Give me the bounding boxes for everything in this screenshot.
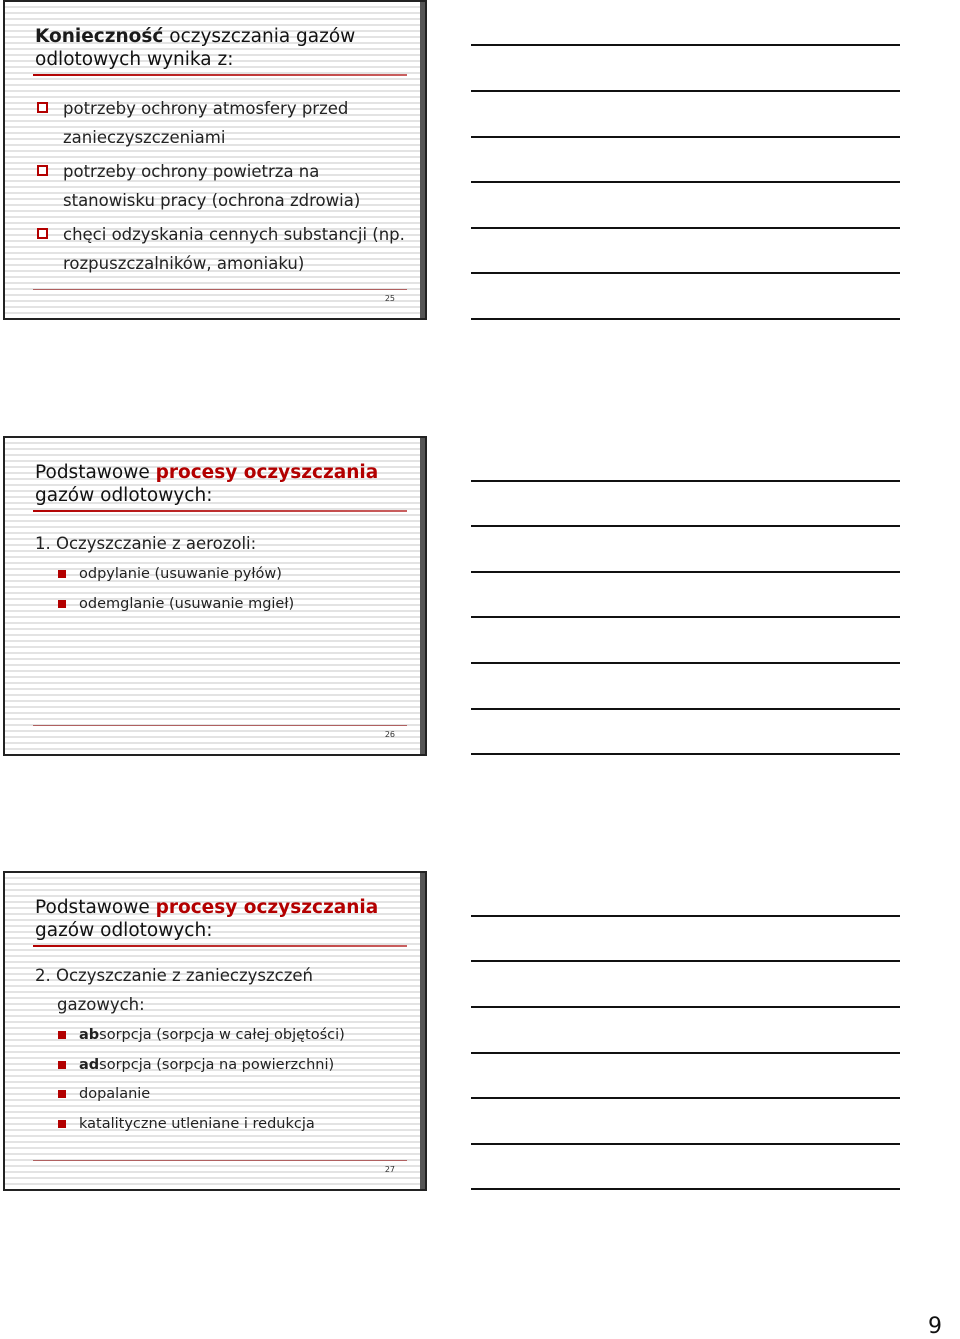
slide-number: 25 — [384, 294, 395, 303]
square-bullet-icon — [58, 1031, 66, 1039]
notes-line — [471, 1097, 900, 1099]
list-item: absorpcja (sorpcja w całej objętości) — [57, 1021, 345, 1051]
list-item: potrzeby ochrony powietrza na stanowisku pracy (ochrona zdrowia) — [35, 157, 410, 215]
notes-line — [471, 662, 900, 664]
slide-title: Podstawowe procesy oczyszczania gazów odlotowych: — [35, 462, 379, 506]
notes-line — [471, 525, 900, 527]
title-bold: Konieczność — [35, 26, 164, 47]
slide-title — [35, 25, 405, 71]
list-item: adsorpcja (sorpcja na powierzchni) — [57, 1051, 345, 1081]
footer-divider — [33, 289, 407, 290]
section-heading-continued: gazowych: — [57, 995, 145, 1014]
notes-line — [471, 708, 900, 710]
notes-line — [471, 136, 900, 138]
slide-27 — [3, 871, 427, 1191]
notes-line — [471, 753, 900, 755]
square-bullet-icon — [58, 1120, 66, 1128]
notes-line — [471, 44, 900, 46]
bullet-list — [57, 1021, 345, 1139]
list-item: dopalanie — [57, 1080, 345, 1110]
notes-line — [471, 181, 900, 183]
notes-line — [471, 1188, 900, 1190]
notes-line — [471, 1006, 900, 1008]
square-bullet-icon — [58, 600, 66, 608]
notes-line — [471, 616, 900, 618]
square-bullet-icon — [58, 1090, 66, 1098]
list-item: katalityczne utleniane i redukcja — [57, 1110, 345, 1140]
section-heading: 2. Oczyszczanie z zanieczyszczeń — [35, 966, 313, 985]
notes-line — [471, 960, 900, 962]
notes-line — [471, 1052, 900, 1054]
slide-number: 26 — [384, 730, 395, 739]
slide-title: Podstawowe procesy oczyszczania gazów odlotowych: — [35, 897, 379, 941]
title-accent: procesy oczyszczania — [155, 897, 379, 918]
notes-line — [471, 915, 900, 917]
footer-divider — [33, 1160, 407, 1161]
page-number: 9 — [928, 1314, 942, 1339]
notes-line — [471, 480, 900, 482]
square-bullet-icon — [58, 1061, 66, 1069]
hollow-square-bullet-icon — [37, 165, 48, 176]
title-divider — [33, 945, 407, 947]
title-accent: procesy oczyszczania — [155, 462, 379, 483]
title-rest: oczyszczania gazów odlotowych wynika z: — [35, 26, 356, 70]
notes-line — [471, 1143, 900, 1145]
bullet-list — [35, 94, 410, 283]
slide-number: 27 — [384, 1165, 395, 1174]
list-item: odpylanie (usuwanie pyłów) — [57, 560, 294, 590]
list-item: odemglanie (usuwanie mgieł) — [57, 590, 294, 620]
notes-line — [471, 571, 900, 573]
list-item: chęci odzyskania cennych substancji (np. rozpuszczalników, amoniaku) — [35, 220, 410, 278]
slide-25 — [3, 0, 427, 320]
list-item: potrzeby ochrony atmosfery przed zanieczyszczeniami — [35, 94, 410, 152]
slide-26 — [3, 436, 427, 756]
title-divider — [33, 510, 407, 512]
notes-line — [471, 318, 900, 320]
hollow-square-bullet-icon — [37, 228, 48, 239]
footer-divider — [33, 725, 407, 726]
section-heading: 1. Oczyszczanie z aerozoli: — [35, 534, 257, 553]
notes-line — [471, 90, 900, 92]
square-bullet-icon — [58, 570, 66, 578]
bullet-list — [57, 560, 294, 619]
notes-line — [471, 272, 900, 274]
title-divider — [33, 74, 407, 76]
hollow-square-bullet-icon — [37, 102, 48, 113]
notes-line — [471, 227, 900, 229]
